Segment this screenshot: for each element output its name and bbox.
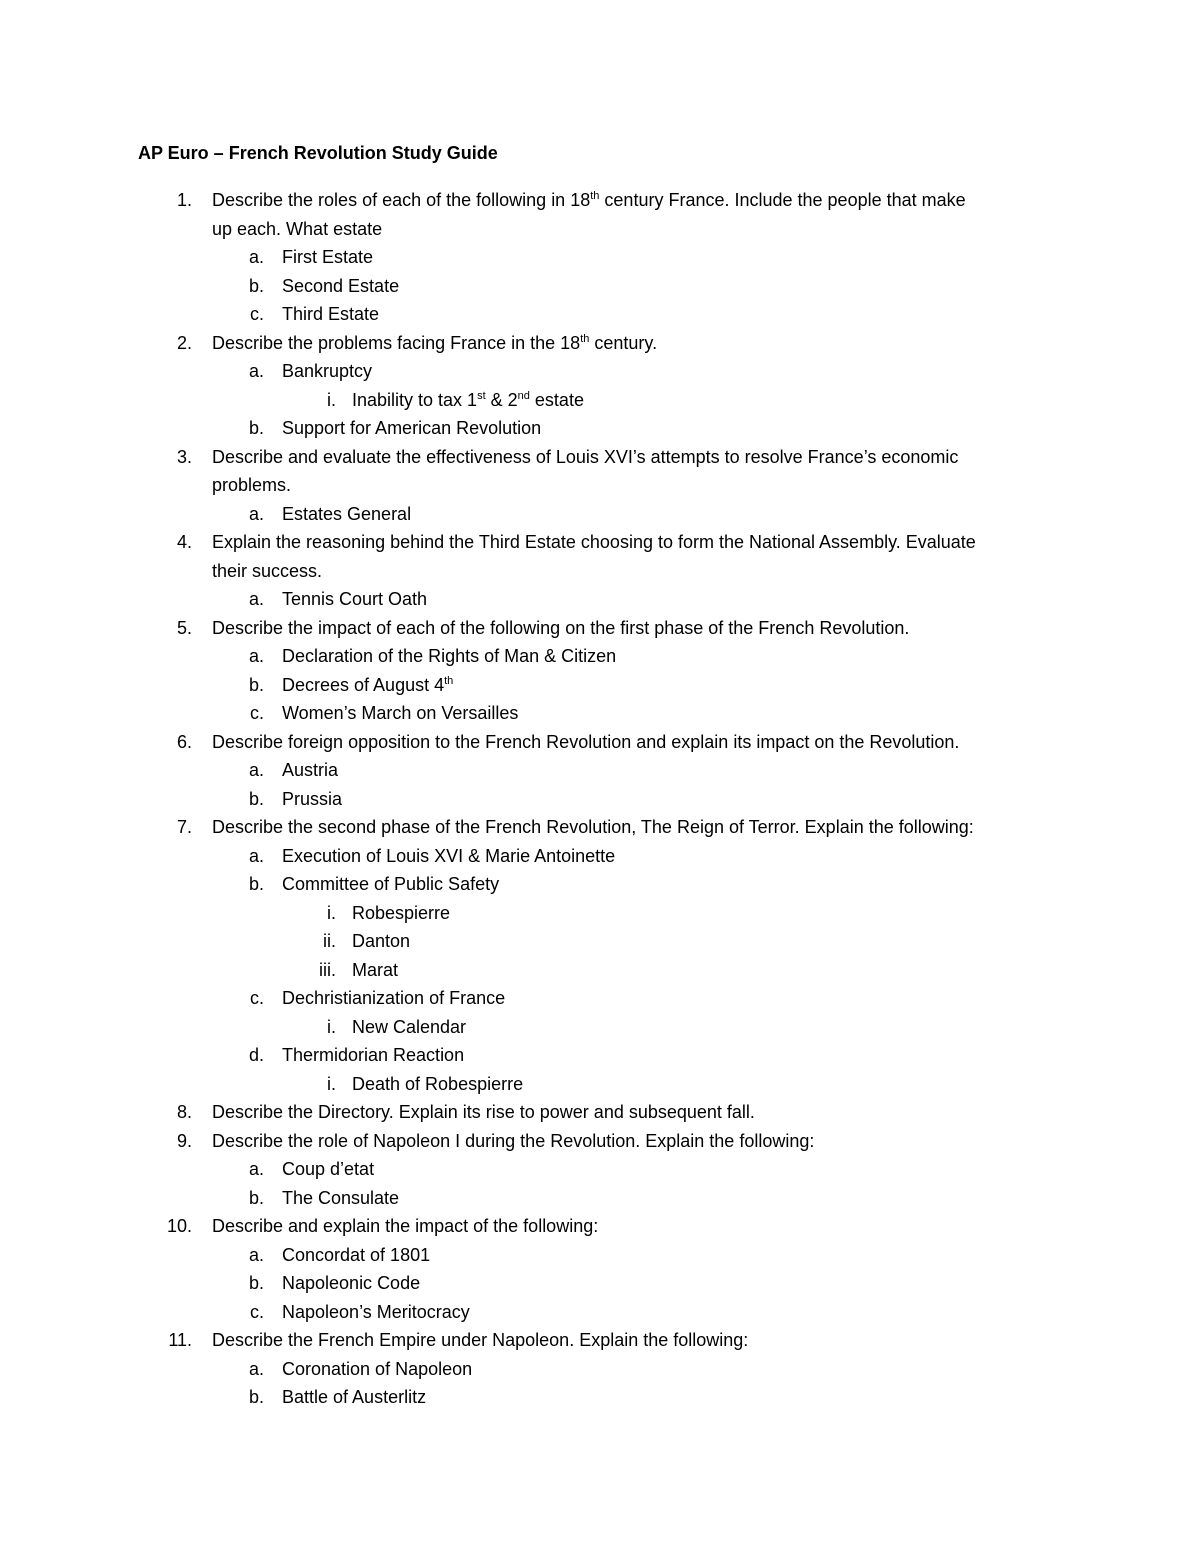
question-1-continued: up each. What estate <box>212 218 383 239</box>
question-2: 2. Describe the problems facing France in the 18th century. <box>176 332 658 353</box>
question-3-continued: problems. <box>212 475 292 495</box>
document-title: AP Euro – French Revolution Study Guide <box>138 143 498 163</box>
list-item: c. Women’s March on Versailles <box>249 703 519 723</box>
list-item: b. Second Estate <box>248 275 400 296</box>
list-item: c. Dechristianization of France <box>249 988 506 1008</box>
list-item: a. Execution of Louis XVI & Marie Antoinette <box>248 845 616 866</box>
list-item: a. Declaration of the Rights of Man & Citizen <box>248 646 617 666</box>
sub-list-item: ii. Danton <box>323 931 411 951</box>
sub-list-item: i. New Calendar <box>327 1016 467 1037</box>
question-10: 10. Describe and explain the impact of the following: <box>166 1216 599 1236</box>
list-item: a. Concordat of 1801 <box>248 1244 431 1265</box>
sub-list-item: i. Inability to tax 1st & 2nd estate <box>327 389 584 410</box>
list-item: b. Napoleonic Code <box>248 1273 421 1293</box>
sub-list-item: i. Death of Robespierre <box>327 1073 524 1094</box>
question-1 <box>0 186 1200 215</box>
question-11: 11. Describe the French Empire under Napoleon. Explain the following: <box>168 1330 749 1350</box>
question-9: 9. Describe the role of Napoleon I during the Revolution. Explain the following: <box>176 1130 815 1151</box>
list-item: a. Coup d’etat <box>248 1159 375 1179</box>
list-item: b. Battle of Austerlitz <box>248 1387 427 1407</box>
question-list <box>0 186 1200 1412</box>
list-item: c. Napoleon’s Meritocracy <box>249 1301 470 1322</box>
list-item: a. Bankruptcy <box>248 361 373 381</box>
list-item: b. The Consulate <box>248 1187 400 1208</box>
list-item: a. Austria <box>248 760 339 780</box>
list-item: d. Thermidorian Reaction <box>248 1045 465 1065</box>
list-item: c. Third Estate <box>249 304 380 324</box>
list-item: a. Tennis Court Oath <box>248 589 428 609</box>
question-number: 1. <box>176 190 192 210</box>
list-item: b. Committee of Public Safety <box>248 874 500 894</box>
list-item: b. Decrees of August 4th <box>248 674 454 695</box>
sub-list-item: iii. Marat <box>319 959 399 980</box>
question-6: 6. Describe foreign opposition to the French Revolution and explain its impact on the Revolution. <box>176 731 960 752</box>
list-item: b. Prussia <box>248 788 343 809</box>
sub-list-item: i. Robespierre <box>327 902 451 923</box>
list-item: a. First Estate <box>248 247 374 267</box>
question-3: 3. Describe and evaluate the effectiveness of Louis XVI’s attempts to resolve France’s economic <box>176 446 959 467</box>
question-7: 7. Describe the second phase of the French Revolution, The Reign of Terror. Explain the following: <box>176 817 974 837</box>
question-8: 8. Describe the Directory. Explain its rise to power and subsequent fall. <box>176 1102 755 1122</box>
list-item: a. Estates General <box>248 503 412 524</box>
question-5: 5. Describe the impact of each of the following on the first phase of the French Revolution. <box>176 617 910 638</box>
question-4-continued: their success. <box>212 560 323 581</box>
list-item: a. Coronation of Napoleon <box>248 1358 473 1379</box>
question-4: 4. Explain the reasoning behind the Third Estate choosing to form the National Assembly. Evaluate <box>176 532 976 552</box>
question-text: Describe the roles of each of the following in 18th century France. Include the people that make <box>212 190 966 210</box>
list-item: b. Support for American Revolution <box>248 418 542 438</box>
